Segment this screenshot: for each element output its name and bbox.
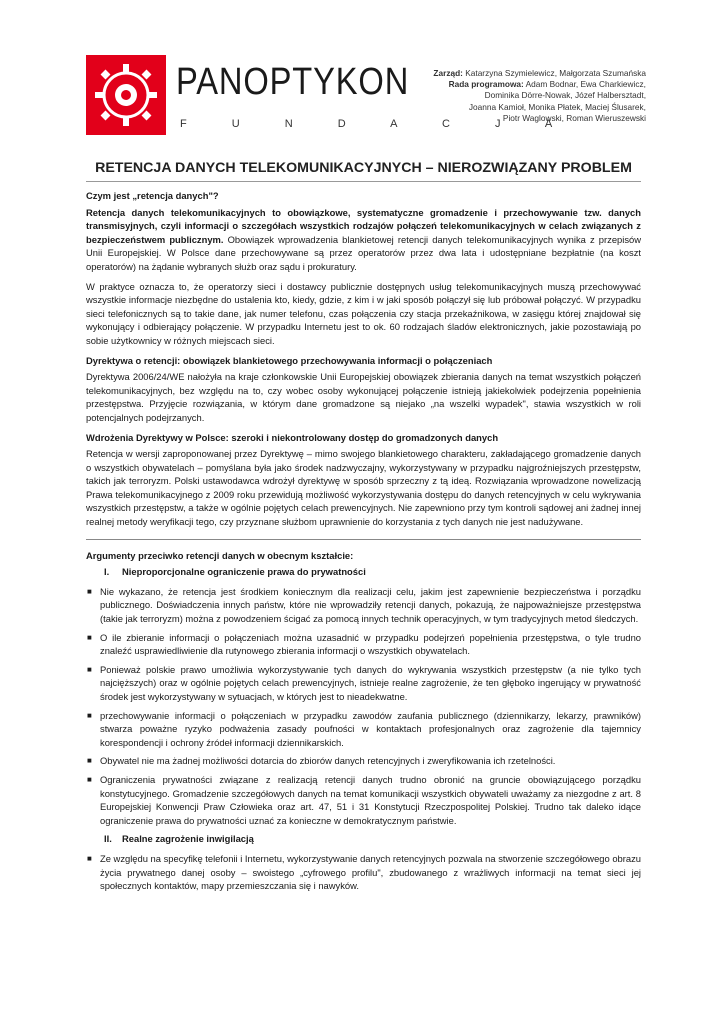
- subsection-number: II.: [104, 833, 112, 845]
- title-divider: [86, 181, 641, 182]
- list-item: [86, 773, 641, 827]
- list-item: [86, 852, 641, 893]
- board-rada-line: Piotr Waglowski, Roman Wieruszewski: [502, 112, 646, 123]
- section-heading: Czym jest „retencja danych"?: [86, 190, 219, 201]
- board-zarzad-names: Katarzyna Szymielewicz, Małgorzata Szumańska: [462, 68, 646, 78]
- subsection-number: I.: [104, 566, 110, 578]
- list-item-text: Ponieważ polskie prawo umożliwia wykorzystywanie tych danych do wykrywania wszystkich przestępstw (a nie tylko tych najcięższych) oraz w ogólnie pojętych celach prewencyjnych, istnieje realne zagrożenie, że ten głęboko ingerujący w prywatność środek jest wykorzystywany w sytuacjach, w których jest to nieadekwatne.: [100, 663, 641, 702]
- list-item: [86, 585, 641, 626]
- brand-subtitle: F U N D A C J A: [180, 118, 574, 130]
- paragraph: Dyrektywa 2006/24/WE nałożyła na kraje członkowskie Unii Europejskiej obowiązek zbierania danych na temat wszystkich połączeń telekomunikacyjnych, bez względu na to, czy wobec osoby wykonującej połączenie istnieją jakiekolwiek podejrzenia popełnienia przestępstwa. Przyjęcie rozwiązania, w którym dane gromadzone są niejako „na wszelki wypadek", stawia wszystkich w roli potencjalnych podejrzanych.: [86, 371, 641, 423]
- board-members: [426, 68, 646, 124]
- square-bullet-icon: ■: [87, 586, 92, 596]
- list-item-text: przechowywanie informacji o połączeniach w przypadku zawodów zaufania publicznego (dziennikarzy, lekarzy, prawników) stwarza poważne ryzyko podważenia zasady poufności w kontaktach profesjonalnych oraz zagrożenie dla tajemnicy korespondencji i ochrony źródeł informacji dziennikarskich.: [100, 709, 641, 748]
- list-item: [86, 709, 641, 750]
- argument-list: [86, 585, 641, 828]
- brand-wordmark: PANOPTYKON: [176, 61, 410, 103]
- list-item-text: O ile zbieranie informacji o połączeniach można uzasadnić w przypadku podejrzeń popełnienia przestępstwa, o tyle trudno znaleźć usprawiedliwienie dla rutynowego zbierania informacji o wszystkich obywatelach.: [100, 631, 641, 657]
- subsection-heading: [104, 832, 641, 846]
- board-zarzad-label: Zarząd:: [433, 68, 463, 78]
- list-item-text: Ze względu na specyfikę telefonii i Internetu, wykorzystywanie danych retencyjnych pozwala na stworzenie szczegółowego obrazu życia prywatnego danej osoby – swoistego „cyfrowego profilu", zbudowanego z wrażliwych informacji na temat sieci jej społecznych kontaktów, mapy przemieszczania się i nawyków.: [100, 852, 641, 892]
- square-bullet-icon: ■: [87, 664, 92, 674]
- square-bullet-icon: ■: [87, 632, 92, 642]
- document-body: [86, 189, 641, 898]
- subsection-title: Nieproporcjonalne ograniczenie prawa do prywatności: [122, 566, 366, 578]
- list-item-text: Nie wykazano, że retencja jest środkiem koniecznym dla realizacji celu, jakim jest zapewnienie bezpieczeństwa i porządku publicznego. Doświadczenia innych państw, które nie wprowadziły retencji danych, pokazują, że najpoważniejsze przestępstwa (takie jak terroryzm) można z powodzeniem ścigać za pomocą innych technik operacyjnych, w tym tradycyjnych metod śledczych.: [100, 585, 641, 625]
- square-bullet-icon: ■: [87, 756, 92, 766]
- paragraph-lead: Retencja danych telekomunikacyjnych to obowiązkowe, systematyczne gromadzenie i przechowywanie tzw. danych transmisyjnych, czyli informacji o szczegółach wszystkich rodzajów połączeń telekomunikacyjnych w celach związanych z bezpieczeństwem publicznym.: [86, 206, 641, 245]
- letterhead: [86, 52, 646, 142]
- square-bullet-icon: ■: [87, 774, 92, 784]
- board-rada-label: Rada programowa:: [448, 79, 524, 90]
- square-bullet-icon: ■: [87, 853, 92, 863]
- subsection-heading: [104, 565, 641, 579]
- section-heading: Wdrożenia Dyrektywy w Polsce: szeroki i niekontrolowany dostęp do gromadzonych danych: [86, 431, 499, 443]
- board-rada-line: Dominika Dörre-Nowak, Józef Halbersztadt,: [484, 90, 646, 101]
- paragraph: W praktyce oznacza to, że operatorzy sieci i dostawcy publicznie dostępnych usług telekomunikacyjnych muszą przechowywać wszystkie informacje niezbędne do ustalenia kto, kiedy, gdzie, z kim i w jaki sposób połączył się lub próbował połączyć. W przypadku sieci telefonicznych są to takie dane, jak numer telefonu, czas połączenia czy stacja przekaźnikowa, w zasięgu której znajdował się wykonujący i odbierający połączenie. W przypadku Internetu jest to ok. 60 rodzajach śladów elektronicznych, jakie pozostawiają po sobie użytkownicy w różnych miejscach sieci.: [86, 280, 641, 346]
- list-item: [86, 663, 641, 704]
- list-item-text: Obywatel nie ma żadnej możliwości dotarcia do zbiorów danych retencyjnych i zweryfikowania ich rzetelności.: [100, 755, 556, 767]
- document-title: RETENCJA DANYCH TELEKOMUNIKACYJNYCH – NIEROZWIĄZANY PROBLEM: [95, 160, 632, 176]
- section-divider: [86, 539, 641, 540]
- board-rada-line: Joanna Kamioł, Monika Płatek, Maciej Ślusarek,: [468, 101, 646, 112]
- panoptykon-logo-icon: [86, 55, 166, 135]
- board-rada-line: Adam Bodnar, Ewa Charkiewicz,: [523, 79, 646, 90]
- subsection-title: Realne zagrożenie inwigilacją: [122, 833, 254, 845]
- list-item: [86, 631, 641, 658]
- square-bullet-icon: ■: [87, 710, 92, 720]
- argument-list: [86, 852, 641, 893]
- paragraph: [86, 206, 641, 274]
- list-item: [86, 754, 641, 768]
- section-heading: Argumenty przeciwko retencji danych w obecnym kształcie:: [86, 549, 354, 561]
- section-heading: Dyrektywa o retencji: obowiązek blankietowego przechowywania informacji o połączeniach: [86, 354, 493, 366]
- list-item-text: Ograniczenia prywatności związane z realizacją retencji danych trudno obronić na gruncie obowiązującego porządku konstytucyjnego. Gromadzenie szczegółowych danych na temat komunikacji wszystkich obywateli uważamy za niezgodne z art. 8 Europejskiej Konwencji Praw Człowieka oraz art. 47, 51 i 31 Konstytucji Rzeczpospolitej Polskiej. Trudno tak daleko idące ograniczenie prawa do prywatności uznać za konieczne w demokratycznym państwie.: [100, 773, 641, 826]
- paragraph: Retencja w wersji zaproponowanej przez Dyrektywę – mimo swojego blankietowego charakteru, zakładającego gromadzenie danych o wszystkich obywatelach – pomyślana była jako środek nadzwyczajny, wykorzystywany w przypadku najgroźniejszych przestępstw, takich jak terroryzm. Polski ustawodawca wdrożył dyrektywę w sposób sprzeczny z tą ideą. Rozwiązania wprowadzone nowelizacją Prawa telekomunikacyjnego z 2009 roku przewidują możliwość wykorzystywania dostępu do danych retencyjnych w celu wykrywania wszystkich przestępstw, a także w ogólnie pojętych celach prewencyjnych. Nie zapewniono przy tym kontroli sądowej ani żadnej innej realnej metody weryfikacji tego, czy przyznane służbom uprawnienie do korzystania z tych danych nie jest nadużywane.: [86, 448, 641, 528]
- paragraph-text: Obowiązek wprowadzenia blankietowej retencji danych telekomunikacyjnych wynika z przepisów Unii Europejskiej. W Polsce dane przechowywane są przez operatorów przez dwa lata i udostępniane bezpłatnie (na koszt operatorów) na żądanie wybranych służb oraz sądu i prokuratury.: [86, 233, 641, 272]
